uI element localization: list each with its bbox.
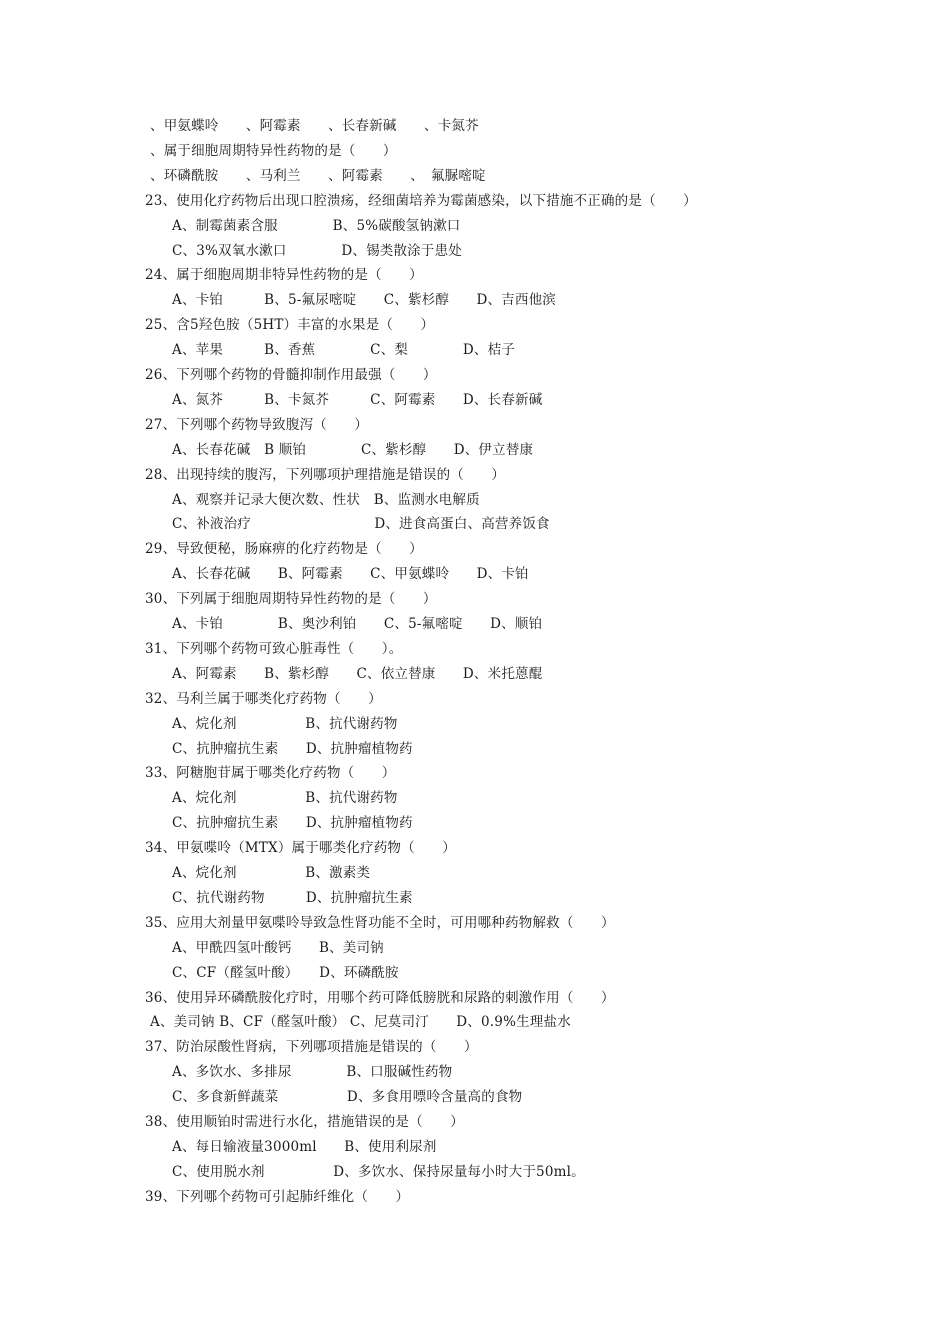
text-line: A、美司钠 B、CF（醛氢叶酸） C、尼莫司汀 D、0.9%生理盐水 <box>150 1014 571 1030</box>
text-line: A、长春花碱 B、阿霉素 C、甲氨蝶呤 D、卡铂 <box>172 566 529 582</box>
text-line: C、3%双氧水漱口 D、锡类散涂于患处 <box>172 243 462 259</box>
text-line: 30、下列属于细胞周期特异性药物的是（ ） <box>145 591 437 607</box>
text-line: A、烷化剂 B、抗代谢药物 <box>172 716 398 732</box>
text-line: C、抗代谢药物 D、抗肿瘤抗生素 <box>172 890 413 906</box>
text-line: 38、使用顺铂时需进行水化，措施错误的是（ ） <box>145 1114 464 1130</box>
text-line: A、长春花碱 B 顺铂 C、紫杉醇 D、伊立替康 <box>172 442 534 458</box>
text-line: A、阿霉素 B、紫杉醇 C、依立替康 D、米托蒽醌 <box>172 666 543 682</box>
text-line: 39、下列哪个药物可引起肺纤维化（ ） <box>145 1189 410 1205</box>
text-line: C、CF（醛氢叶酸） D、环磷酰胺 <box>172 965 399 981</box>
text-line: 34、甲氨喋呤（MTX）属于哪类化疗药物（ ） <box>145 840 456 856</box>
text-line: A、甲酰四氢叶酸钙 B、美司钠 <box>172 940 384 956</box>
text-line: 23、使用化疗药物后出现口腔溃疡，经细菌培养为霉菌感染，以下措施不正确的是（ ） <box>145 193 697 209</box>
text-line: 、甲氨蝶呤 、阿霉素 、长春新碱 、卡氮芥 <box>150 118 479 134</box>
text-line: 、环磷酰胺 、马利兰 、阿霉素 、 氟脲嘧啶 <box>150 168 486 184</box>
text-line: 29、导致便秘，肠麻痹的化疗药物是（ ） <box>145 541 423 557</box>
text-line: 33、阿糖胞苷属于哪类化疗药物（ ） <box>145 765 396 781</box>
text-line: A、烷化剂 B、抗代谢药物 <box>172 790 398 806</box>
text-line: 24、属于细胞周期非特异性药物的是（ ） <box>145 267 423 283</box>
text-line: C、抗肿瘤抗生素 D、抗肿瘤植物药 <box>172 815 413 831</box>
text-line: C、使用脱水剂 D、多饮水、保持尿量每小时大于50ml。 <box>172 1164 585 1180</box>
text-line: 31、下列哪个药物可致心脏毒性（ ）。 <box>145 641 403 657</box>
text-line: 35、应用大剂量甲氨喋呤导致急性肾功能不全时，可用哪种药物解救（ ） <box>145 915 615 931</box>
text-line: A、制霉菌素含服 B、5%碳酸氢钠漱口 <box>172 218 461 234</box>
text-line: C、补液治疗 D、进食高蛋白、高营养饭食 <box>172 516 550 532</box>
text-line: A、氮芥 B、卡氮芥 C、阿霉素 D、长春新碱 <box>172 392 543 408</box>
text-line: 25、含5羟色胺（5HT）丰富的水果是（ ） <box>145 317 435 333</box>
text-line: A、观察并记录大便次数、性状 B、监测水电解质 <box>172 492 480 508</box>
text-line: 32、马利兰属于哪类化疗药物（ ） <box>145 691 382 707</box>
text-line: A、苹果 B、香蕉 C、梨 D、桔子 <box>172 342 516 358</box>
text-line: C、抗肿瘤抗生素 D、抗肿瘤植物药 <box>172 741 413 757</box>
text-line: A、每日输液量3000ml B、使用利尿剂 <box>172 1139 437 1155</box>
text-line: A、烷化剂 B、激素类 <box>172 865 371 881</box>
text-line: 37、防治尿酸性肾病，下列哪项措施是错误的（ ） <box>145 1039 478 1055</box>
text-line: C、多食新鲜蔬菜 D、多食用嘌呤含量高的食物 <box>172 1089 523 1105</box>
text-line: A、卡铂 B、奥沙利铂 C、5-氟嘧啶 D、顺铂 <box>172 616 543 632</box>
text-line: 28、出现持续的腹泻，下列哪项护理措施是错误的（ ） <box>145 467 506 483</box>
text-line: 、属于细胞周期特异性药物的是（ ） <box>150 143 397 159</box>
text-line: A、多饮水、多排尿 B、口服碱性药物 <box>172 1064 453 1080</box>
text-line: A、卡铂 B、5-氟尿嘧啶 C、紫杉醇 D、吉西他滨 <box>172 292 556 308</box>
text-line: 36、使用异环磷酰胺化疗时，用哪个药可降低膀胱和尿路的刺激作用（ ） <box>145 990 615 1006</box>
text-line: 27、下列哪个药物导致腹泻（ ） <box>145 417 369 433</box>
text-line: 26、下列哪个药物的骨髓抑制作用最强（ ） <box>145 367 437 383</box>
